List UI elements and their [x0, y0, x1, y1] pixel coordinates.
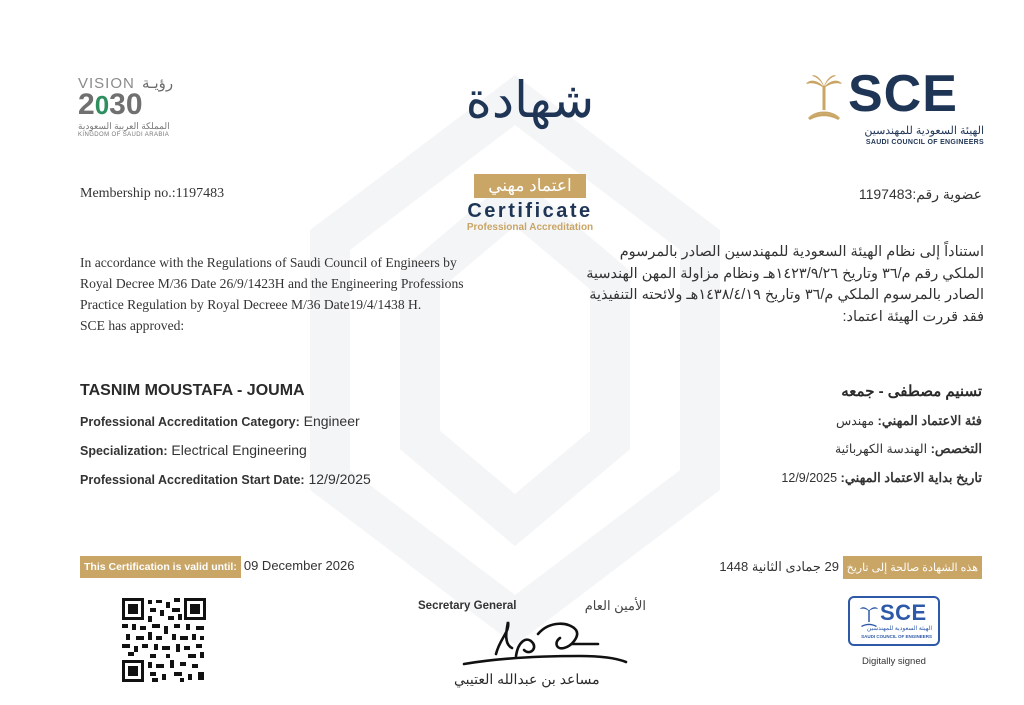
- signature-block: [410, 598, 650, 698]
- sce-logo-ar: الهيئة السعودية للمهندسين: [864, 125, 984, 137]
- category-row-en: Professional Accreditation Category: Engineer: [80, 413, 360, 429]
- signatory-name-ar: مساعد بن عبدالله العتيبي: [454, 671, 600, 687]
- holder-name-en: TASNIM MOUSTAFA - JOUMA: [80, 382, 305, 399]
- category-row-ar: فئة الاعتماد المهني: مهندس: [835, 413, 982, 428]
- signatory-title-ar: الأمين العام: [584, 598, 646, 613]
- validity-en: [80, 556, 354, 578]
- preamble-line: SCE has approved:: [80, 318, 185, 333]
- stamp-text: SCE: [880, 600, 927, 625]
- certificate-title: [440, 70, 620, 234]
- preamble-line: In accordance with the Regulations of Saudi Council of Engineers by: [80, 255, 457, 270]
- holder-name-ar: تسنيم مصطفى - جمعه: [841, 383, 982, 400]
- stamp-ar: الهيئة السعودية للمهندسين: [866, 626, 932, 632]
- membership-en: Membership no.:1197483: [80, 186, 225, 201]
- digital-stamp: [848, 596, 940, 646]
- preamble-line-ar: فقد قررت الهيئة اعتماد:: [842, 308, 984, 325]
- sce-logo: [804, 65, 984, 152]
- validity-label: This Certification is valid until:: [80, 556, 241, 578]
- category-value: Engineer: [303, 413, 360, 429]
- stamp-en: SAUDI COUNCIL OF ENGINEERS: [861, 634, 932, 639]
- membership-ar: عضوية رقم:1197483: [858, 186, 982, 202]
- preamble-en: [80, 252, 520, 336]
- vision-2030-logo: [78, 74, 188, 146]
- start-date-row-en: Professional Accreditation Start Date: 12/9/2025: [80, 471, 371, 487]
- vision-year: 2030: [78, 88, 143, 121]
- specialization-row-ar: التخصص: الهندسة الكهربائية: [834, 441, 982, 456]
- validity-ar: [716, 556, 982, 579]
- vision-subtitle-ar: المملكة العربية السعودية: [78, 121, 170, 131]
- vision-emblem-icon: 0: [94, 90, 110, 120]
- title-certificate: Certificate: [467, 200, 593, 222]
- title-subtitle: Professional Accreditation: [466, 222, 594, 233]
- signatory-title-en: Secretary General: [418, 600, 517, 612]
- handwritten-signature: [460, 614, 630, 674]
- category-value-ar: مهندس: [835, 414, 875, 428]
- validity-date-ar: 29 جمادى الثانية 1448: [719, 559, 839, 574]
- title-band-ar: اعتماد مهني: [474, 174, 586, 198]
- membership-number-ar: 1197483: [858, 186, 913, 202]
- start-date-value-ar: 12/9/2025: [781, 471, 838, 485]
- membership-number: 1197483: [175, 186, 225, 201]
- preamble-line-ar: الملكي رقم م/٣٦ وتاريخ ١٤٢٣/٩/٢٦هـ ونظام مزاولة المهن الهندسية: [586, 265, 984, 282]
- start-date-row-ar: تاريخ بداية الاعتماد المهني: 12/9/2025: [781, 470, 982, 485]
- specialization-value: Electrical Engineering: [171, 442, 307, 458]
- preamble-line: Practice Regulation by Royal Decreee M/36 Date19/4/1438 H.: [80, 297, 422, 312]
- digitally-signed-caption: Digitally signed: [862, 656, 926, 667]
- specialization-row-en: Specialization: Electrical Engineering: [80, 442, 307, 458]
- preamble-ar: [544, 242, 984, 328]
- start-date-value: 12/9/2025: [308, 471, 371, 487]
- preamble-line: Royal Decree M/36 Date 26/9/1423H and the Engineering Professions: [80, 276, 464, 291]
- preamble-line-ar: الصادر بالمرسوم الملكي م/٣٦ وتاريخ ١٤٣٨/٤/١٩هـ ولائحته التنفيذية: [589, 287, 984, 303]
- validity-label-ar: هذه الشهادة صالحة إلى تاريخ: [843, 556, 982, 579]
- validity-date: 09 December 2026: [243, 558, 355, 573]
- title-calligraphy-ar: شهادة: [465, 71, 595, 129]
- vision-label: VISION: [78, 75, 135, 92]
- preamble-line-ar: استناداً إلى نظام الهيئة السعودية للمهندسين الصادر بالمرسوم: [619, 244, 984, 260]
- vision-label-ar: رؤيـة: [142, 75, 174, 92]
- sce-logo-text: SCE: [848, 65, 958, 123]
- palm-swords-icon: [804, 74, 844, 122]
- sce-logo-en: SAUDI COUNCIL OF ENGINEERS: [865, 139, 984, 146]
- specialization-value-ar: الهندسة الكهربائية: [834, 442, 928, 456]
- qr-code[interactable]: [122, 598, 206, 682]
- vision-subtitle-en: KINGDOM OF SAUDI ARABIA: [78, 132, 170, 138]
